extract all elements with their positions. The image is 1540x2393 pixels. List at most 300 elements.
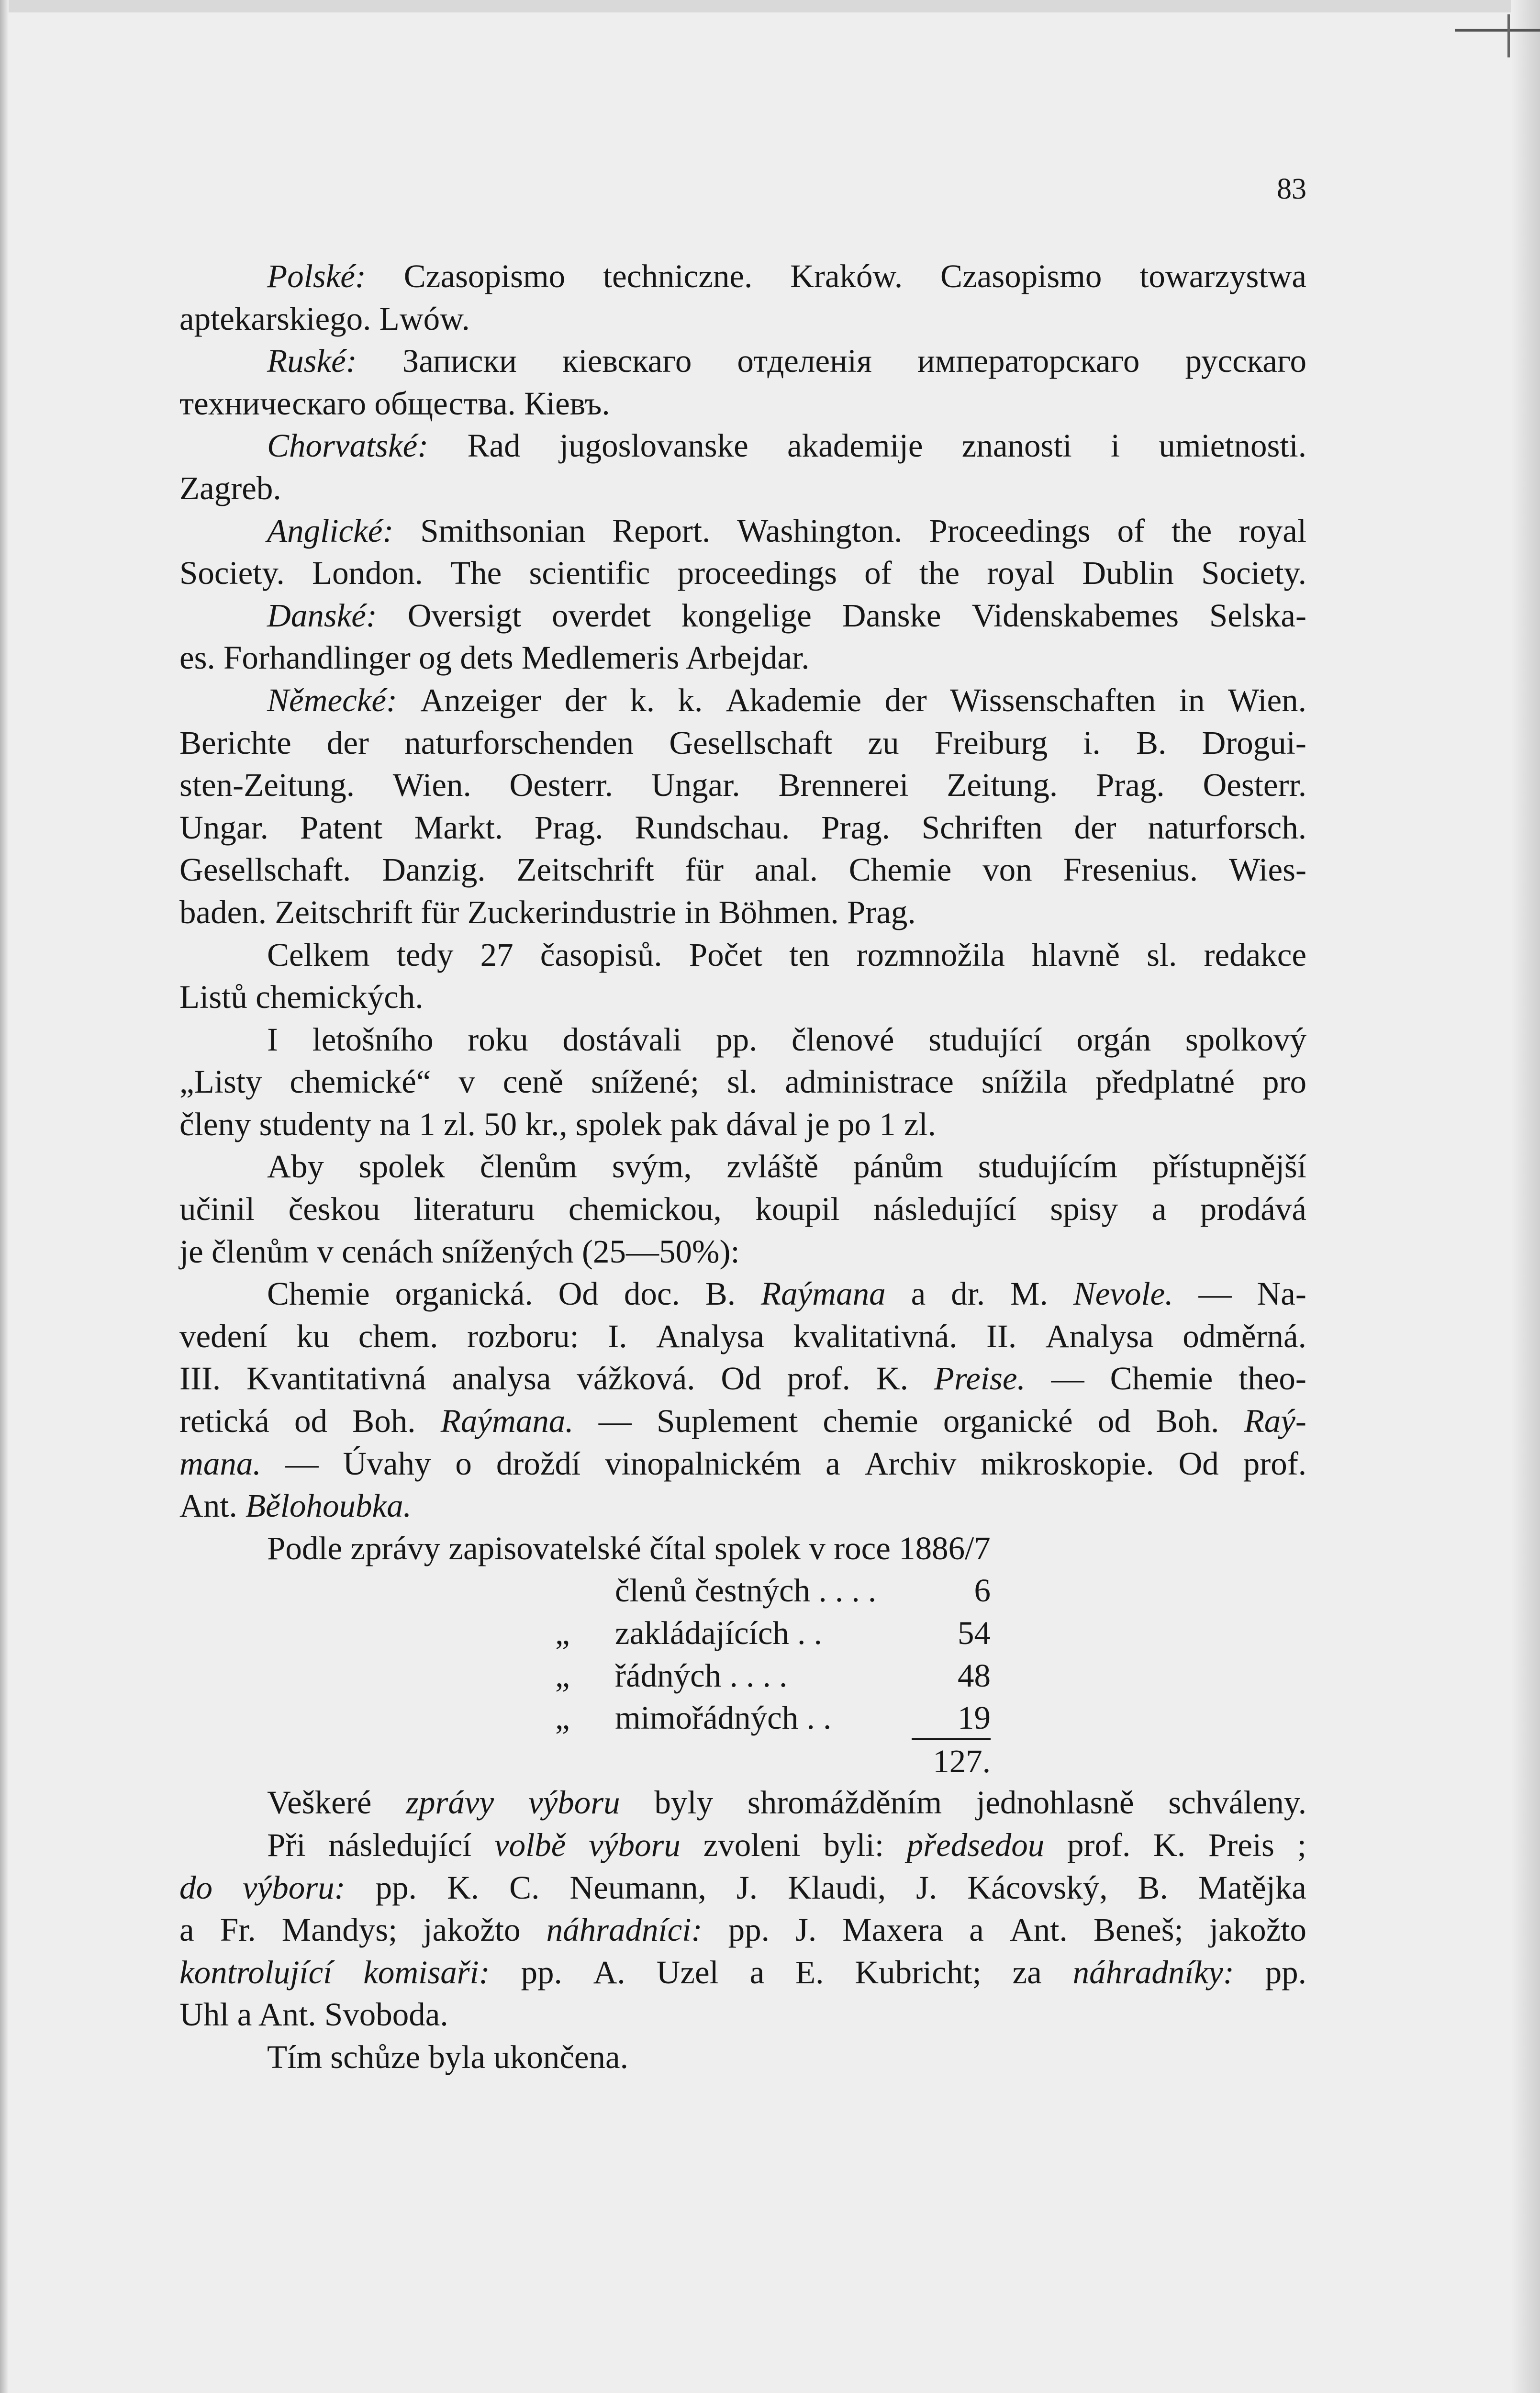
text-span: K.	[446, 1869, 480, 1906]
word	[978, 1145, 1117, 1188]
text-span: jugoslovanske	[559, 427, 748, 464]
text-span: Patent	[300, 809, 383, 846]
text-span: členy studenty na 1 zl. 50 kr., spolek pak dával je po 1 zl.	[179, 1106, 936, 1142]
text-span: Celkem	[267, 936, 370, 973]
word	[300, 806, 382, 849]
text-span: Kubricht;	[855, 1954, 982, 1990]
text-span: der	[564, 682, 607, 718]
text-span: Drogui-	[1202, 724, 1306, 761]
text-span: studujícím	[978, 1148, 1118, 1185]
word	[1201, 552, 1306, 594]
word	[529, 552, 650, 594]
text-span: in	[1179, 682, 1205, 718]
word	[755, 1188, 839, 1230]
text-span: dostávali	[562, 1021, 682, 1058]
word	[853, 1145, 943, 1188]
text-span: of	[1117, 512, 1145, 549]
word	[787, 1357, 850, 1400]
word	[656, 1951, 718, 1994]
text-line	[179, 764, 1306, 806]
text-span: studující	[928, 1021, 1042, 1058]
word	[1050, 1188, 1118, 1230]
text-span: von	[982, 851, 1032, 888]
word	[857, 934, 1005, 976]
word	[1013, 1951, 1042, 1994]
text-span: hlavně	[1032, 936, 1120, 973]
member-count: 19	[958, 1700, 991, 1736]
text-span: Danske	[842, 597, 941, 634]
word	[1208, 1824, 1274, 1867]
word	[885, 679, 927, 722]
word	[296, 1315, 329, 1358]
ditto-mark: „	[555, 1615, 570, 1651]
text-span: —	[285, 1445, 319, 1482]
text-span: Oesterr.	[1203, 767, 1306, 804]
text-line	[179, 1145, 1306, 1188]
text-span: o	[455, 1445, 472, 1482]
text-span: I	[267, 1021, 278, 1058]
text-span: es. Forhandlinger og dets Medlemeris Arbejdar.	[179, 639, 810, 676]
text-span: кіевскаго	[562, 343, 692, 380]
text-span: Society.	[179, 555, 285, 592]
word	[1172, 510, 1212, 552]
word	[868, 722, 899, 764]
word	[1239, 510, 1306, 552]
word	[793, 1315, 958, 1358]
word	[179, 1357, 221, 1400]
word	[423, 1909, 520, 1951]
text-span: the	[1171, 512, 1212, 549]
word	[535, 806, 603, 849]
text-span: kongelige	[681, 597, 812, 634]
word	[928, 1018, 1042, 1061]
text-span: Washington.	[737, 512, 903, 549]
word	[358, 1315, 438, 1358]
word	[1265, 1951, 1306, 1994]
text-span: русскаго	[1185, 343, 1306, 380]
text-line	[179, 552, 1306, 594]
text-span: vážková.	[577, 1360, 695, 1397]
text-span: ku	[296, 1318, 330, 1354]
word	[876, 1357, 908, 1400]
text-line	[179, 976, 1306, 1018]
word	[562, 340, 692, 382]
word	[376, 1867, 417, 1909]
text-line	[179, 1018, 1306, 1061]
text-span: droždí	[496, 1445, 581, 1482]
text-span: The	[450, 555, 502, 592]
word	[540, 934, 662, 976]
italic-text: Chorvatské:	[267, 427, 429, 464]
word	[312, 552, 423, 594]
word	[559, 425, 748, 467]
text-span: chem.	[358, 1318, 438, 1354]
word	[929, 510, 1090, 552]
word	[562, 1018, 681, 1061]
word	[290, 1061, 431, 1103]
text-span: C.	[509, 1869, 540, 1906]
italic-text: Danské:	[267, 597, 377, 634]
text-span: Beneš;	[1093, 1912, 1183, 1948]
word	[678, 679, 703, 722]
text-span: prof.	[787, 1360, 850, 1397]
word	[1117, 510, 1145, 552]
text-span: II.	[986, 1318, 1017, 1354]
word	[1073, 1951, 1234, 1994]
text-span: of	[864, 555, 892, 592]
word	[788, 1867, 886, 1909]
text-span: Oesterr.	[509, 767, 613, 804]
text-span: a	[969, 1912, 984, 1948]
scan-edge-top	[0, 0, 1540, 12]
word	[468, 1018, 528, 1061]
word	[1153, 1824, 1185, 1867]
page-number: 83	[1277, 173, 1306, 205]
text-span: Danzig.	[382, 851, 486, 888]
word	[480, 1145, 577, 1188]
text-span: prodává	[1200, 1191, 1306, 1228]
text-span: Chemie	[267, 1275, 370, 1312]
member-category: řádných . . . .	[615, 1657, 788, 1694]
word	[821, 806, 890, 849]
text-span: Wissenschaften	[950, 682, 1156, 718]
text-span: schváleny.	[1168, 1784, 1306, 1821]
text-span: B.	[705, 1275, 736, 1312]
text-span: Boh.	[352, 1403, 416, 1440]
text-span: Akademie	[725, 682, 862, 718]
text-span: od	[1097, 1403, 1131, 1440]
text-line	[179, 1061, 1306, 1103]
text-span: za	[1012, 1954, 1042, 1990]
word	[1098, 1400, 1131, 1443]
word	[509, 1867, 539, 1909]
text-span: chemickou,	[568, 1191, 722, 1228]
text-span: Fr.	[220, 1912, 256, 1948]
word	[402, 340, 517, 382]
word	[716, 1018, 757, 1061]
text-span: svým,	[612, 1148, 692, 1185]
member-total-row	[179, 1739, 1306, 1782]
scan-edge-left	[0, 0, 9, 2393]
word	[1297, 1824, 1306, 1867]
text-span: v	[458, 1063, 475, 1100]
text-span: ;	[1297, 1826, 1306, 1863]
word	[294, 1400, 327, 1443]
word	[558, 1273, 599, 1315]
text-span: rozmnožila	[856, 936, 1005, 973]
scan-mark-vertical	[1507, 14, 1510, 57]
word	[1074, 806, 1116, 849]
word	[1063, 849, 1198, 891]
word	[612, 1145, 692, 1188]
text-span: „Listy	[179, 1063, 262, 1100]
word	[267, 1273, 370, 1315]
word	[414, 1188, 535, 1230]
word	[727, 1061, 757, 1103]
text-line	[179, 425, 1306, 467]
word	[420, 679, 541, 722]
text-span: mikroskopie.	[981, 1445, 1154, 1482]
word	[681, 594, 812, 637]
text-span: Kácovský,	[967, 1869, 1108, 1906]
word	[179, 806, 268, 849]
text-span: Při	[267, 1826, 306, 1863]
text-span: 27	[480, 936, 513, 973]
text-span: ten	[789, 936, 830, 973]
word	[447, 1867, 479, 1909]
text-span: Tím schůze byla ukončena.	[267, 2038, 628, 2075]
word	[1111, 425, 1120, 467]
text-span: českou	[288, 1191, 380, 1228]
text-span: Od	[721, 1360, 761, 1397]
text-span: Kraków.	[790, 258, 903, 294]
text-span: Zeitschrift	[516, 851, 654, 888]
word	[1203, 764, 1306, 806]
word	[755, 849, 818, 891]
text-span: od	[294, 1403, 327, 1440]
text-span: Prag.	[534, 809, 603, 846]
text-span: Smithsonian	[420, 512, 586, 549]
text-span: odměrná.	[1183, 1318, 1306, 1354]
word	[509, 764, 613, 806]
text-span: a	[826, 1445, 840, 1482]
text-span: Mandys;	[281, 1912, 398, 1948]
italic-text: komisaři:	[363, 1954, 490, 1990]
word	[842, 1909, 943, 1951]
text-line	[179, 1315, 1306, 1358]
word	[981, 1443, 1154, 1485]
text-span: administrace	[785, 1063, 954, 1100]
italic-text: náhradníci:	[546, 1912, 703, 1948]
word	[243, 1867, 346, 1909]
word	[1083, 722, 1100, 764]
word	[778, 764, 908, 806]
word	[414, 806, 503, 849]
italic-text: Bělohoubka.	[246, 1487, 412, 1524]
word	[962, 425, 1072, 467]
text-span: техническаго общества. Кіевъ.	[179, 385, 610, 422]
word	[246, 1357, 426, 1400]
word	[750, 1951, 765, 1994]
text-span: retická	[179, 1403, 269, 1440]
text-span: prof.	[1243, 1445, 1306, 1482]
word	[969, 1909, 984, 1951]
word	[761, 1273, 886, 1315]
text-span: zu	[868, 724, 899, 761]
word	[787, 425, 923, 467]
word	[919, 552, 960, 594]
member-count: 6	[974, 1572, 991, 1609]
text-span: jednohlasně	[976, 1784, 1134, 1821]
word	[569, 1867, 706, 1909]
word	[917, 340, 1140, 382]
word	[289, 1188, 380, 1230]
text-span: zvláště	[726, 1148, 819, 1185]
text-span: proceedings	[677, 555, 837, 592]
text-span: Veškeré	[267, 1784, 372, 1821]
member-category: zakládajících . .	[615, 1615, 822, 1651]
word	[420, 510, 585, 552]
text-line	[179, 1485, 1306, 1527]
word	[267, 934, 370, 976]
text-span: E.	[795, 1954, 824, 1990]
word	[395, 1273, 533, 1315]
text-line	[179, 1188, 1306, 1230]
italic-text: výboru	[528, 1784, 620, 1821]
word	[705, 1273, 736, 1315]
text-span: a	[1151, 1191, 1167, 1228]
text-span: chemické“	[290, 1063, 431, 1100]
word	[1244, 1400, 1306, 1443]
word	[1147, 934, 1177, 976]
word	[1082, 552, 1174, 594]
italic-text: výboru	[589, 1826, 681, 1863]
text-span: Rundschau.	[635, 809, 790, 846]
italic-text: Preise.	[934, 1360, 1026, 1397]
text-span: pp.	[716, 1021, 758, 1058]
word	[790, 255, 903, 298]
text-span: následující	[328, 1826, 472, 1863]
word	[721, 1357, 761, 1400]
word	[1209, 1909, 1306, 1951]
member-category: členů čestných . . . .	[615, 1572, 877, 1609]
text-span: a	[179, 1912, 194, 1948]
text-span: scientific	[529, 555, 650, 592]
text-span: zvoleni	[703, 1826, 801, 1863]
word	[565, 679, 607, 722]
word	[328, 1824, 471, 1867]
text-span: znanosti	[961, 427, 1072, 464]
text-span: vedení	[179, 1318, 268, 1354]
text-line	[179, 340, 1306, 382]
ditto-mark: „	[555, 1700, 570, 1736]
text-span: rozboru:	[467, 1318, 579, 1354]
text-span: sten-Zeitung.	[179, 767, 355, 804]
word	[516, 849, 654, 891]
word	[267, 679, 397, 722]
text-span: akademije	[787, 427, 923, 464]
word	[267, 1145, 324, 1188]
text-span: Oversigt	[407, 597, 522, 634]
text-span: Dublin	[1082, 555, 1174, 592]
word	[1110, 1357, 1213, 1400]
text-span: Prag.	[821, 809, 890, 846]
text-line	[179, 1824, 1306, 1867]
word	[591, 1061, 699, 1103]
word	[657, 1400, 798, 1443]
italic-text: mana.	[179, 1445, 261, 1482]
italic-text: Raý-	[1244, 1403, 1306, 1440]
text-span: letošního	[312, 1021, 434, 1058]
text-span: byli:	[823, 1826, 884, 1863]
text-span: Uzel	[656, 1954, 719, 1990]
member-count-row	[179, 1655, 1306, 1697]
word	[1148, 806, 1306, 849]
text-span: Wien.	[392, 767, 471, 804]
text-span: overdet	[552, 597, 651, 634]
word	[593, 1951, 625, 1994]
text-span: Boh.	[1156, 1403, 1219, 1440]
text-span: K.	[1153, 1826, 1186, 1863]
word	[496, 1443, 580, 1485]
text-span: B.	[1136, 724, 1167, 761]
italic-text: náhradníky:	[1072, 1954, 1234, 1990]
word	[603, 255, 752, 298]
word	[179, 1909, 194, 1951]
word	[267, 594, 377, 637]
word	[455, 1443, 472, 1485]
word	[795, 1951, 824, 1994]
member-count: 48	[958, 1657, 991, 1694]
word	[359, 1145, 445, 1188]
word	[1138, 1867, 1168, 1909]
text-span: Chemie	[1110, 1360, 1213, 1397]
word	[363, 1951, 490, 1994]
text-span: snížila	[981, 1063, 1068, 1100]
word	[599, 1400, 632, 1443]
text-span: spolkový	[1185, 1021, 1306, 1058]
word	[406, 1781, 494, 1824]
word	[267, 1781, 371, 1824]
text-span: Archiv	[864, 1445, 957, 1482]
text-span: členům	[480, 1148, 577, 1185]
text-span: shromážděním	[747, 1784, 942, 1821]
word	[397, 934, 454, 976]
text-line	[179, 1357, 1306, 1400]
word	[976, 1781, 1134, 1824]
text-span: Klaudi,	[788, 1869, 886, 1906]
text-span: pp.	[728, 1912, 770, 1948]
text-span: Podle zprávy zapisovatelské čítal spolek v roce 1886/7	[267, 1530, 991, 1566]
word	[986, 1315, 1016, 1358]
word	[1168, 1781, 1306, 1824]
word	[404, 255, 565, 298]
word	[1032, 934, 1120, 976]
text-line	[179, 1951, 1306, 1994]
word	[521, 1951, 562, 1994]
italic-text: kontrolující	[179, 1954, 333, 1990]
text-span: Analysa	[1045, 1318, 1154, 1354]
word	[922, 806, 1043, 849]
text-span: отделенія	[737, 343, 872, 380]
word	[450, 552, 502, 594]
word	[971, 594, 1179, 637]
word	[179, 1443, 261, 1485]
text-line	[179, 1781, 1306, 1824]
text-span: the	[919, 555, 960, 592]
word	[343, 1443, 431, 1485]
text-span: Freiburg	[934, 724, 1048, 761]
text-span: Kvantitativná	[246, 1360, 426, 1397]
text-span: literaturu	[413, 1191, 535, 1228]
text-span: Počet	[689, 936, 763, 973]
scan-mark	[1455, 29, 1540, 32]
text-span: royal	[1239, 512, 1306, 549]
word	[267, 340, 357, 382]
word	[685, 849, 724, 891]
text-span: Markt.	[414, 809, 503, 846]
text-span: naturforschenden	[404, 724, 634, 761]
word	[865, 1443, 957, 1485]
text-span: J.	[916, 1869, 937, 1906]
text-span: časopisů.	[540, 936, 662, 973]
text-span: členové	[791, 1021, 894, 1058]
word	[467, 1315, 579, 1358]
text-span: analysa	[452, 1360, 551, 1397]
text-span: předplatné	[1095, 1063, 1235, 1100]
text-span: Uhl a Ant. Svoboda.	[179, 1996, 448, 2033]
word	[635, 806, 790, 849]
